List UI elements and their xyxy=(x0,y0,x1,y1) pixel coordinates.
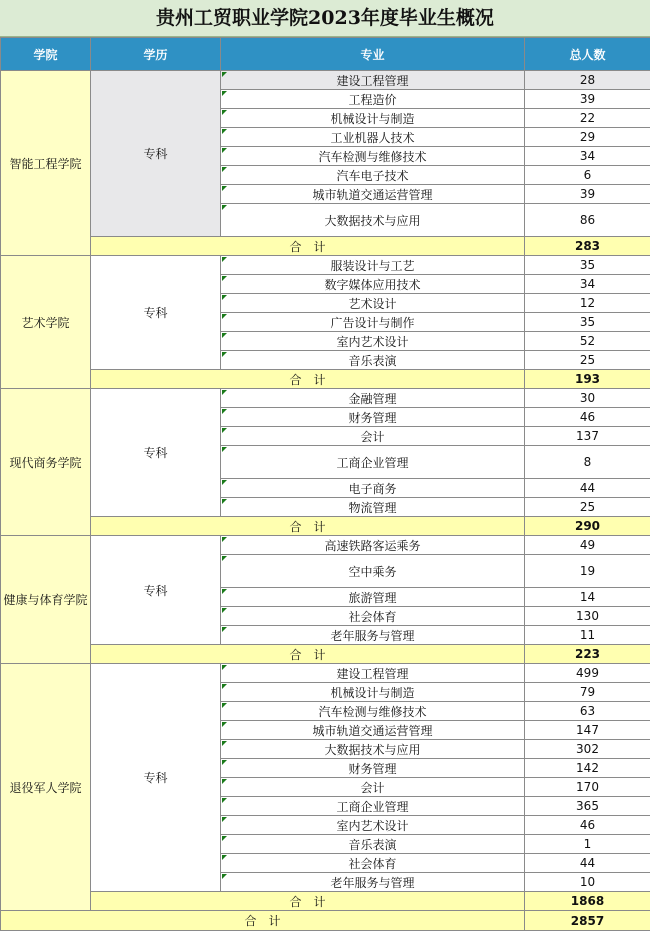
subtotal-value[interactable]: 193 xyxy=(525,370,650,389)
count-cell[interactable]: 49 xyxy=(525,536,650,555)
count-cell[interactable]: 34 xyxy=(525,147,650,166)
major-name: 汽车检测与维修技术 xyxy=(318,704,427,719)
header-level: 学历 xyxy=(91,38,221,71)
major-name: 工程造价 xyxy=(348,92,397,107)
comment-flag-icon xyxy=(222,779,227,784)
comment-flag-icon xyxy=(222,608,227,613)
count-cell[interactable]: 22 xyxy=(525,109,650,128)
count-cell[interactable]: 25 xyxy=(525,351,650,370)
count-cell[interactable]: 12 xyxy=(525,294,650,313)
comment-flag-icon xyxy=(222,741,227,746)
comment-flag-icon xyxy=(222,556,227,561)
college-cell[interactable]: 现代商务学院 xyxy=(1,389,91,536)
table-row xyxy=(1,536,650,555)
major-name: 数字媒体应用技术 xyxy=(324,277,421,292)
count-cell[interactable]: 130 xyxy=(525,607,650,626)
major-name: 建设工程管理 xyxy=(336,666,409,681)
subtotal-label[interactable]: 合 计 xyxy=(91,237,525,256)
table-row xyxy=(1,256,650,275)
major-name: 艺术设计 xyxy=(348,296,397,311)
comment-flag-icon xyxy=(222,703,227,708)
major-cell[interactable] xyxy=(221,607,525,626)
major-cell[interactable] xyxy=(221,446,525,479)
grand-total-label[interactable]: 合 计 xyxy=(1,911,525,931)
comment-flag-icon xyxy=(222,167,227,172)
major-name: 大数据技术与应用 xyxy=(324,213,421,228)
header-college: 学院 xyxy=(1,38,91,71)
major-name: 大数据技术与应用 xyxy=(324,742,421,757)
count-cell[interactable]: 14 xyxy=(525,588,650,607)
count-cell[interactable]: 302 xyxy=(525,740,650,759)
major-cell[interactable] xyxy=(221,313,525,332)
table-row xyxy=(1,664,650,683)
major-name: 空中乘务 xyxy=(348,564,397,579)
comment-flag-icon xyxy=(222,874,227,879)
count-cell[interactable]: 19 xyxy=(525,555,650,588)
major-cell[interactable] xyxy=(221,256,525,275)
major-cell[interactable] xyxy=(221,479,525,498)
major-name: 服装设计与工艺 xyxy=(330,258,415,273)
major-cell[interactable] xyxy=(221,854,525,873)
count-cell[interactable]: 6 xyxy=(525,166,650,185)
comment-flag-icon xyxy=(222,627,227,632)
college-cell[interactable]: 健康与体育学院 xyxy=(1,536,91,664)
comment-flag-icon xyxy=(222,447,227,452)
comment-flag-icon xyxy=(222,665,227,670)
major-cell[interactable] xyxy=(221,71,525,90)
major-cell[interactable] xyxy=(221,778,525,797)
major-name: 旅游管理 xyxy=(348,590,397,605)
comment-flag-icon xyxy=(222,480,227,485)
count-cell[interactable]: 137 xyxy=(525,427,650,446)
comment-flag-icon xyxy=(222,817,227,822)
major-cell[interactable] xyxy=(221,816,525,835)
subtotal-row xyxy=(1,517,650,536)
subtotal-value[interactable]: 290 xyxy=(525,517,650,536)
count-cell[interactable]: 44 xyxy=(525,479,650,498)
count-cell[interactable]: 44 xyxy=(525,854,650,873)
major-name: 工商企业管理 xyxy=(336,455,409,470)
major-name: 财务管理 xyxy=(348,761,397,776)
major-name: 金融管理 xyxy=(348,391,397,406)
comment-flag-icon xyxy=(222,390,227,395)
subtotal-value[interactable]: 1868 xyxy=(525,892,650,911)
comment-flag-icon xyxy=(222,295,227,300)
major-cell[interactable] xyxy=(221,109,525,128)
comment-flag-icon xyxy=(222,186,227,191)
major-name: 机械设计与制造 xyxy=(330,111,415,126)
major-name: 会计 xyxy=(360,429,385,444)
grand-total-value[interactable]: 2857 xyxy=(525,911,650,931)
count-cell[interactable]: 35 xyxy=(525,313,650,332)
count-cell[interactable]: 46 xyxy=(525,408,650,427)
subtotal-row xyxy=(1,370,650,389)
major-cell[interactable] xyxy=(221,759,525,778)
count-cell[interactable]: 35 xyxy=(525,256,650,275)
major-name: 音乐表演 xyxy=(348,353,397,368)
major-name: 汽车电子技术 xyxy=(336,168,409,183)
count-cell[interactable]: 8 xyxy=(525,446,650,479)
count-cell[interactable]: 39 xyxy=(525,90,650,109)
grand-total-row xyxy=(1,911,650,931)
level-cell[interactable]: 专科 xyxy=(91,71,221,237)
major-name: 老年服务与管理 xyxy=(330,875,415,890)
major-cell[interactable] xyxy=(221,166,525,185)
college-cell[interactable]: 艺术学院 xyxy=(1,256,91,389)
major-cell[interactable] xyxy=(221,588,525,607)
comment-flag-icon xyxy=(222,129,227,134)
major-cell[interactable] xyxy=(221,740,525,759)
subtotal-label[interactable]: 合 计 xyxy=(91,645,525,664)
major-cell[interactable] xyxy=(221,332,525,351)
college-cell[interactable]: 退役军人学院 xyxy=(1,664,91,911)
major-cell[interactable] xyxy=(221,721,525,740)
comment-flag-icon xyxy=(222,589,227,594)
major-cell[interactable] xyxy=(221,536,525,555)
count-cell[interactable]: 499 xyxy=(525,664,650,683)
major-name: 会计 xyxy=(360,780,385,795)
comment-flag-icon xyxy=(222,148,227,153)
comment-flag-icon xyxy=(222,314,227,319)
count-cell[interactable]: 142 xyxy=(525,759,650,778)
count-cell[interactable]: 25 xyxy=(525,498,650,517)
comment-flag-icon xyxy=(222,409,227,414)
subtotal-label[interactable]: 合 计 xyxy=(91,370,525,389)
major-cell[interactable] xyxy=(221,408,525,427)
major-name: 电子商务 xyxy=(348,481,397,496)
major-cell[interactable] xyxy=(221,626,525,645)
major-name: 工商企业管理 xyxy=(336,799,409,814)
comment-flag-icon xyxy=(222,684,227,689)
major-name: 室内艺术设计 xyxy=(336,818,409,833)
comment-flag-icon xyxy=(222,836,227,841)
major-cell[interactable] xyxy=(221,702,525,721)
level-cell[interactable]: 专科 xyxy=(91,256,221,370)
major-cell[interactable] xyxy=(221,294,525,313)
count-cell[interactable]: 46 xyxy=(525,816,650,835)
major-name: 物流管理 xyxy=(348,500,397,515)
major-name: 广告设计与制作 xyxy=(330,315,415,330)
major-name: 汽车检测与维修技术 xyxy=(318,149,427,164)
comment-flag-icon xyxy=(222,257,227,262)
header-row xyxy=(1,38,650,71)
comment-flag-icon xyxy=(222,72,227,77)
comment-flag-icon xyxy=(222,352,227,357)
count-cell[interactable]: 365 xyxy=(525,797,650,816)
subtotal-value[interactable]: 223 xyxy=(525,645,650,664)
count-cell[interactable]: 63 xyxy=(525,702,650,721)
major-name: 高速铁路客运乘务 xyxy=(324,538,421,553)
major-name: 城市轨道交通运营管理 xyxy=(312,187,433,202)
major-cell[interactable] xyxy=(221,351,525,370)
count-cell[interactable]: 79 xyxy=(525,683,650,702)
count-cell[interactable]: 39 xyxy=(525,185,650,204)
major-name: 城市轨道交通运营管理 xyxy=(312,723,433,738)
comment-flag-icon xyxy=(222,333,227,338)
count-cell[interactable]: 52 xyxy=(525,332,650,351)
count-cell[interactable]: 1 xyxy=(525,835,650,854)
subtotal-label[interactable]: 合 计 xyxy=(91,517,525,536)
level-cell[interactable]: 专科 xyxy=(91,536,221,645)
major-cell[interactable] xyxy=(221,427,525,446)
header-total: 总人数 xyxy=(525,38,650,71)
major-name: 建设工程管理 xyxy=(336,73,409,88)
comment-flag-icon xyxy=(222,91,227,96)
comment-flag-icon xyxy=(222,205,227,210)
table-row xyxy=(1,71,650,90)
table-row xyxy=(1,389,650,408)
comment-flag-icon xyxy=(222,499,227,504)
count-cell[interactable]: 147 xyxy=(525,721,650,740)
count-cell[interactable]: 28 xyxy=(525,71,650,90)
major-cell[interactable] xyxy=(221,90,525,109)
major-cell[interactable] xyxy=(221,147,525,166)
major-name: 室内艺术设计 xyxy=(336,334,409,349)
major-cell[interactable] xyxy=(221,185,525,204)
college-cell[interactable]: 智能工程学院 xyxy=(1,71,91,256)
page-title: 贵州工贸职业学院2023年度毕业生概况 xyxy=(0,0,650,37)
comment-flag-icon xyxy=(222,798,227,803)
comment-flag-icon xyxy=(222,276,227,281)
comment-flag-icon xyxy=(222,722,227,727)
subtotal-value[interactable]: 283 xyxy=(525,237,650,256)
major-cell[interactable] xyxy=(221,275,525,294)
subtotal-row xyxy=(1,237,650,256)
major-cell[interactable] xyxy=(221,389,525,408)
level-cell[interactable]: 专科 xyxy=(91,664,221,892)
comment-flag-icon xyxy=(222,110,227,115)
comment-flag-icon xyxy=(222,855,227,860)
major-name: 社会体育 xyxy=(348,609,397,624)
count-cell[interactable]: 170 xyxy=(525,778,650,797)
major-name: 财务管理 xyxy=(348,410,397,425)
count-cell[interactable]: 10 xyxy=(525,873,650,892)
count-cell[interactable]: 30 xyxy=(525,389,650,408)
major-cell[interactable] xyxy=(221,835,525,854)
subtotal-row xyxy=(1,645,650,664)
major-cell[interactable] xyxy=(221,873,525,892)
major-cell[interactable] xyxy=(221,683,525,702)
major-name: 社会体育 xyxy=(348,856,397,871)
comment-flag-icon xyxy=(222,537,227,542)
major-cell[interactable] xyxy=(221,498,525,517)
count-cell[interactable]: 86 xyxy=(525,204,650,237)
major-cell[interactable] xyxy=(221,555,525,588)
level-cell[interactable]: 专科 xyxy=(91,389,221,517)
subtotal-label[interactable]: 合 计 xyxy=(91,892,525,911)
major-name: 工业机器人技术 xyxy=(330,130,415,145)
graduate-table xyxy=(0,37,650,931)
major-cell[interactable] xyxy=(221,664,525,683)
count-cell[interactable]: 34 xyxy=(525,275,650,294)
major-cell[interactable] xyxy=(221,204,525,237)
major-name: 老年服务与管理 xyxy=(330,628,415,643)
subtotal-row xyxy=(1,892,650,911)
header-major: 专业 xyxy=(221,38,525,71)
table-body xyxy=(1,71,650,931)
count-cell[interactable]: 11 xyxy=(525,626,650,645)
comment-flag-icon xyxy=(222,428,227,433)
count-cell[interactable]: 29 xyxy=(525,128,650,147)
major-cell[interactable] xyxy=(221,797,525,816)
major-name: 机械设计与制造 xyxy=(330,685,415,700)
major-name: 音乐表演 xyxy=(348,837,397,852)
major-cell[interactable] xyxy=(221,128,525,147)
comment-flag-icon xyxy=(222,760,227,765)
